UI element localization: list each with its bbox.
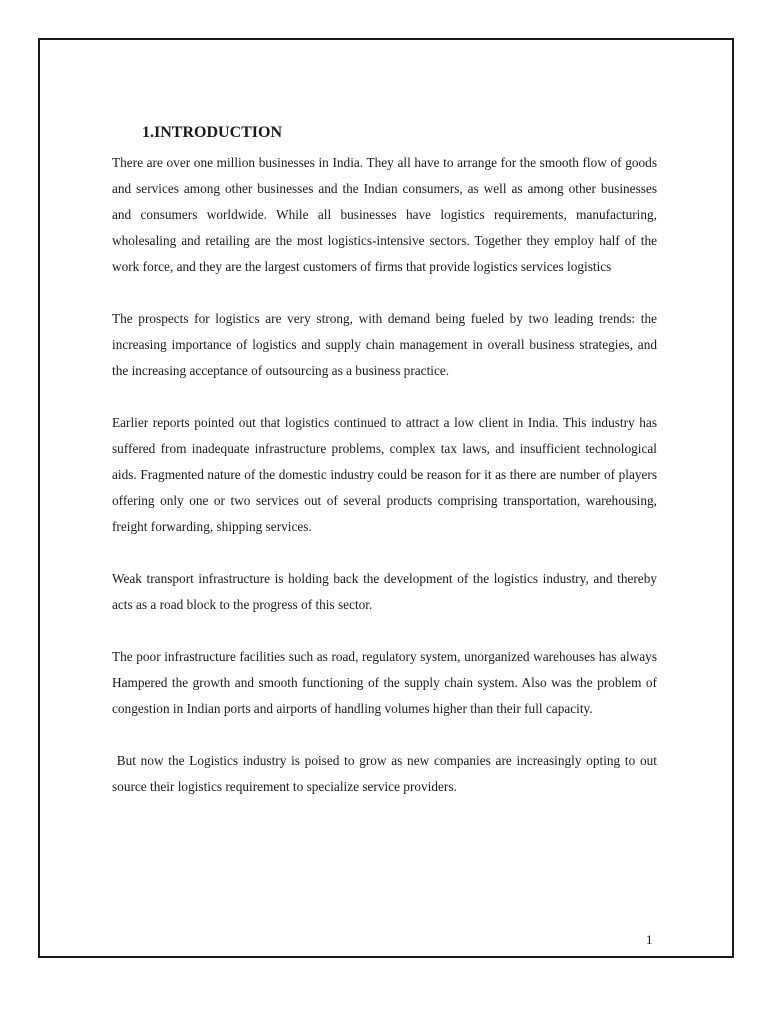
section-heading: 1.INTRODUCTION xyxy=(142,124,283,141)
paragraph-4: Weak transport infrastructure is holding back the development of the logistics industry, and thereby acts as a road block to the progress of this sector. xyxy=(112,571,657,612)
paragraph-3: Earlier reports pointed out that logistics continued to attract a low client in India. This industry has suffered from inadequate infrastructure problems, complex tax laws, and insufficient technological aids. Fragmented nature of the domestic industry could be reason for it as there are number of players offering only one or two services out of several products comprising transportation, warehousing, freight forwarding, shipping services. xyxy=(112,415,657,534)
paragraph-2: The prospects for logistics are very strong, with demand being fueled by two leading trends: the increasing importance of logistics and supply chain management in overall business strategies, and the increasing acceptance of outsourcing as a business practice. xyxy=(112,311,657,378)
document-body xyxy=(112,122,657,826)
paragraph-5: The poor infrastructure facilities such as road, regulatory system, unorganized warehouses has always Hampered the growth and smooth functioning of the supply chain system. Also was the problem of congestion in Indian ports and airports of handling volumes higher than their full capacity. xyxy=(112,649,657,716)
page-number: 1 xyxy=(646,932,653,947)
paragraph-6: But now the Logistics industry is poised to grow as new companies are increasingly opting to out source their logistics requirement to specialize service providers. xyxy=(112,753,657,794)
paragraph-1: There are over one million businesses in India. They all have to arrange for the smooth flow of goods and services among other businesses and the Indian consumers, as well as among other businesses and consumers worldwide. While all businesses have logistics requirements, manufacturing, wholesaling and retailing are the most logistics-intensive sectors. Together they employ half of the work force, and they are the largest customers of firms that provide logistics services logistics xyxy=(112,155,657,274)
